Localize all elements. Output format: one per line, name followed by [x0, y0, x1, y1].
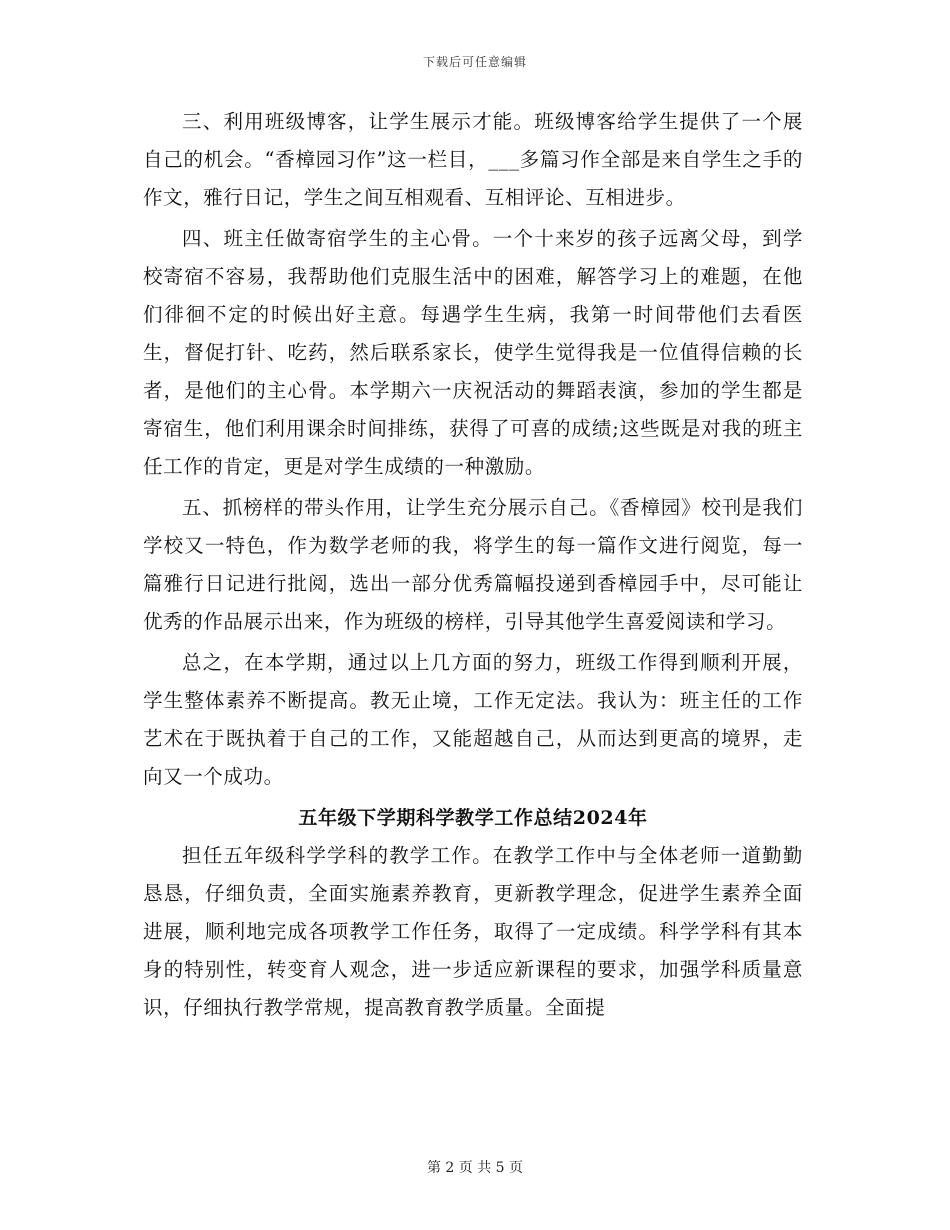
paragraph-summary: 总之，在本学期，通过以上几方面的努力，班级工作得到顺利开展，学生整体素养不断提高。教无止境，工作无定法。我认为：班主任的工作艺术在于既执着于自己的工作，又能超越自己，从而达到更高的境界，走向又一个成功。 — [143, 651, 803, 788]
section-title: 五年级下学期科学教学工作总结2024年 — [298, 807, 648, 829]
page-header: 下载后可任意编辑 — [422, 55, 527, 69]
paragraph-role-model: 五、抓榜样的带头作用，让学生充分展示自己。《香樟园》校刊是我们学校又一特色，作为数学老师的我，将学生的每一篇作文进行阅览，每一篇雅行日记进行批阅，选出一部分优秀篇幅投递到香樟园手中，尽可能让优秀的作品展示出来，作为班级的榜样，引导其他学生喜爱阅读和学习。 — [143, 496, 803, 633]
paragraph-blog: 三、利用班级博客，让学生展示才能。班级博客给学生提供了一个展自己的机会。“香樟园习作”这一栏目，___多篇习作全部是来自学生之手的作文，雅行日记，学生之间互相观看、互相评论、互相进步。 — [143, 110, 803, 209]
paragraph-boarding: 四、班主任做寄宿学生的主心骨。一个十来岁的孩子远离父母，到学校寄宿不容易，我帮助他们克服生活中的困难，解答学习上的难题，在他们徘徊不定的时候出好主意。每遇学生生病，我第一时间带他们去看医生，督促打针、吃药，然后联系家长，使学生觉得我是一位值得信赖的长者，是他们的主心骨。本学期六一庆祝活动的舞蹈表演，参加的学生都是寄宿生，他们利用课余时间排练，获得了可喜的成绩;这些既是对我的班主任工作的肯定，更是对学生成绩的一种激励。 — [143, 227, 803, 478]
paragraph-science-intro: 担任五年级科学学科的教学工作。在教学工作中与全体老师一道勤勤恳恳，仔细负责，全面实施素养教育，更新教学理念，促进学生素养全面进展，顺利地完成各项教学工作任务，取得了一定成绩。科学学科有其本身的特别性，转变育人观念，进一步适应新课程的要求，加强学科质量意识，仔细执行教学常规，提高教育教学质量。全面提 — [143, 844, 803, 1019]
document-body — [143, 103, 803, 1030]
page-number: 第 2 页 共 5 页 — [426, 1160, 524, 1176]
